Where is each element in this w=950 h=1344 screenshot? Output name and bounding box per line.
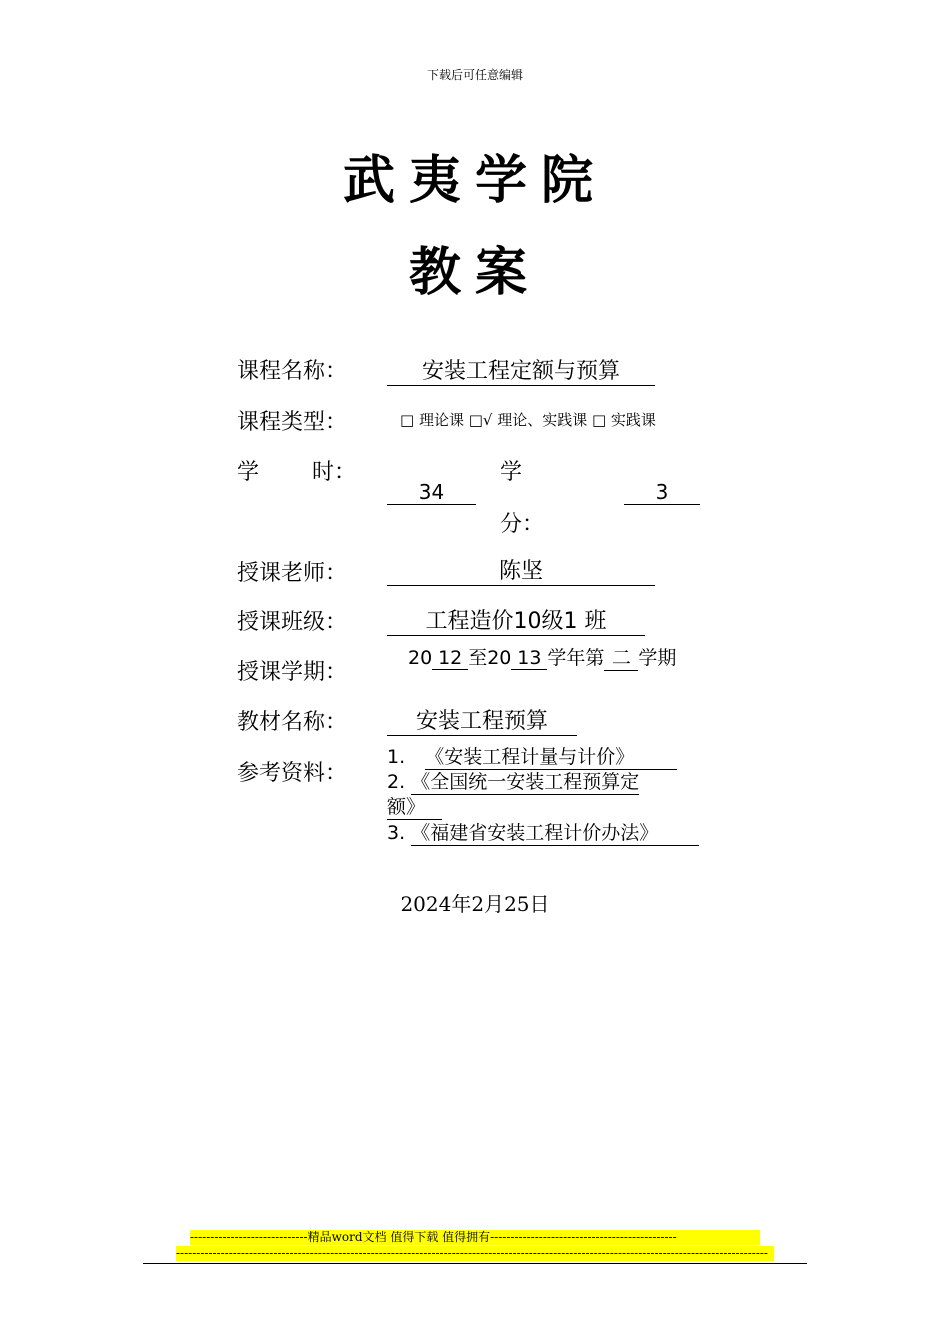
- reference-number: 3.: [387, 822, 406, 844]
- reference-item: [387, 742, 677, 770]
- document-title: 教案: [408, 242, 541, 303]
- footer-banner: -----------------------------精品word文档 值得下载 值得拥有----------------------------------------------: [190, 1230, 760, 1245]
- reference-title-continued: 额》: [387, 792, 442, 820]
- course-name-label: 课程名称：: [237, 359, 348, 384]
- textbook-value: 安装工程预算: [387, 704, 577, 736]
- reference-item-continued: [387, 792, 442, 820]
- reference-title: 《安装工程计量与计价》: [425, 742, 677, 770]
- reference-title: 《福建省安装工程计价办法》: [411, 818, 699, 846]
- course-type-options: □ 理论课 □√ 理论、实践课 □ 实践课: [400, 411, 656, 429]
- document-date: 2024年2月25日: [400, 892, 550, 916]
- credit-value: 3: [624, 480, 700, 505]
- teacher-value: 陈坚: [387, 554, 655, 586]
- reference-number: 1.: [387, 746, 406, 768]
- textbook-label: 教材名称：: [237, 710, 348, 735]
- term-mid: 至20: [468, 647, 512, 669]
- term-prefix: 20: [408, 647, 433, 669]
- credit-label-1: 学: [500, 460, 523, 485]
- credit-label-2: 分：: [500, 512, 545, 537]
- term-year2: 13: [511, 647, 547, 670]
- hours-value: 34: [387, 480, 476, 505]
- school-title: 武夷学院: [342, 150, 607, 211]
- term-year1: 12: [432, 647, 468, 670]
- footer-dash-line: --------------------------------------------------------------------------------------------------------------------------------------------------: [176, 1246, 774, 1261]
- course-name-value: 安装工程定额与预算: [387, 354, 655, 386]
- course-type-label: 课程类型：: [237, 410, 348, 435]
- reference-item: [387, 818, 699, 846]
- class-value: 工程造价10级1 班: [387, 604, 645, 636]
- reference-number: 2.: [387, 771, 406, 793]
- reference-item: [387, 767, 639, 795]
- references-label: 参考资料：: [237, 761, 348, 786]
- class-label: 授课班级：: [237, 610, 348, 635]
- hours-label-1: 学: [237, 460, 260, 485]
- term-value: [408, 643, 676, 671]
- header-note: 下载后可任意编辑: [426, 68, 523, 82]
- term-number: 二: [604, 643, 638, 671]
- reference-title: 《全国统一安装工程预算定: [411, 767, 639, 795]
- term-label: 授课学期：: [237, 660, 348, 685]
- footer-divider: [143, 1263, 807, 1264]
- hours-label-2: 时：: [312, 460, 357, 485]
- teacher-label: 授课老师：: [237, 561, 348, 586]
- term-suffix1: 学年第: [547, 647, 605, 669]
- term-suffix2: 学期: [638, 647, 677, 669]
